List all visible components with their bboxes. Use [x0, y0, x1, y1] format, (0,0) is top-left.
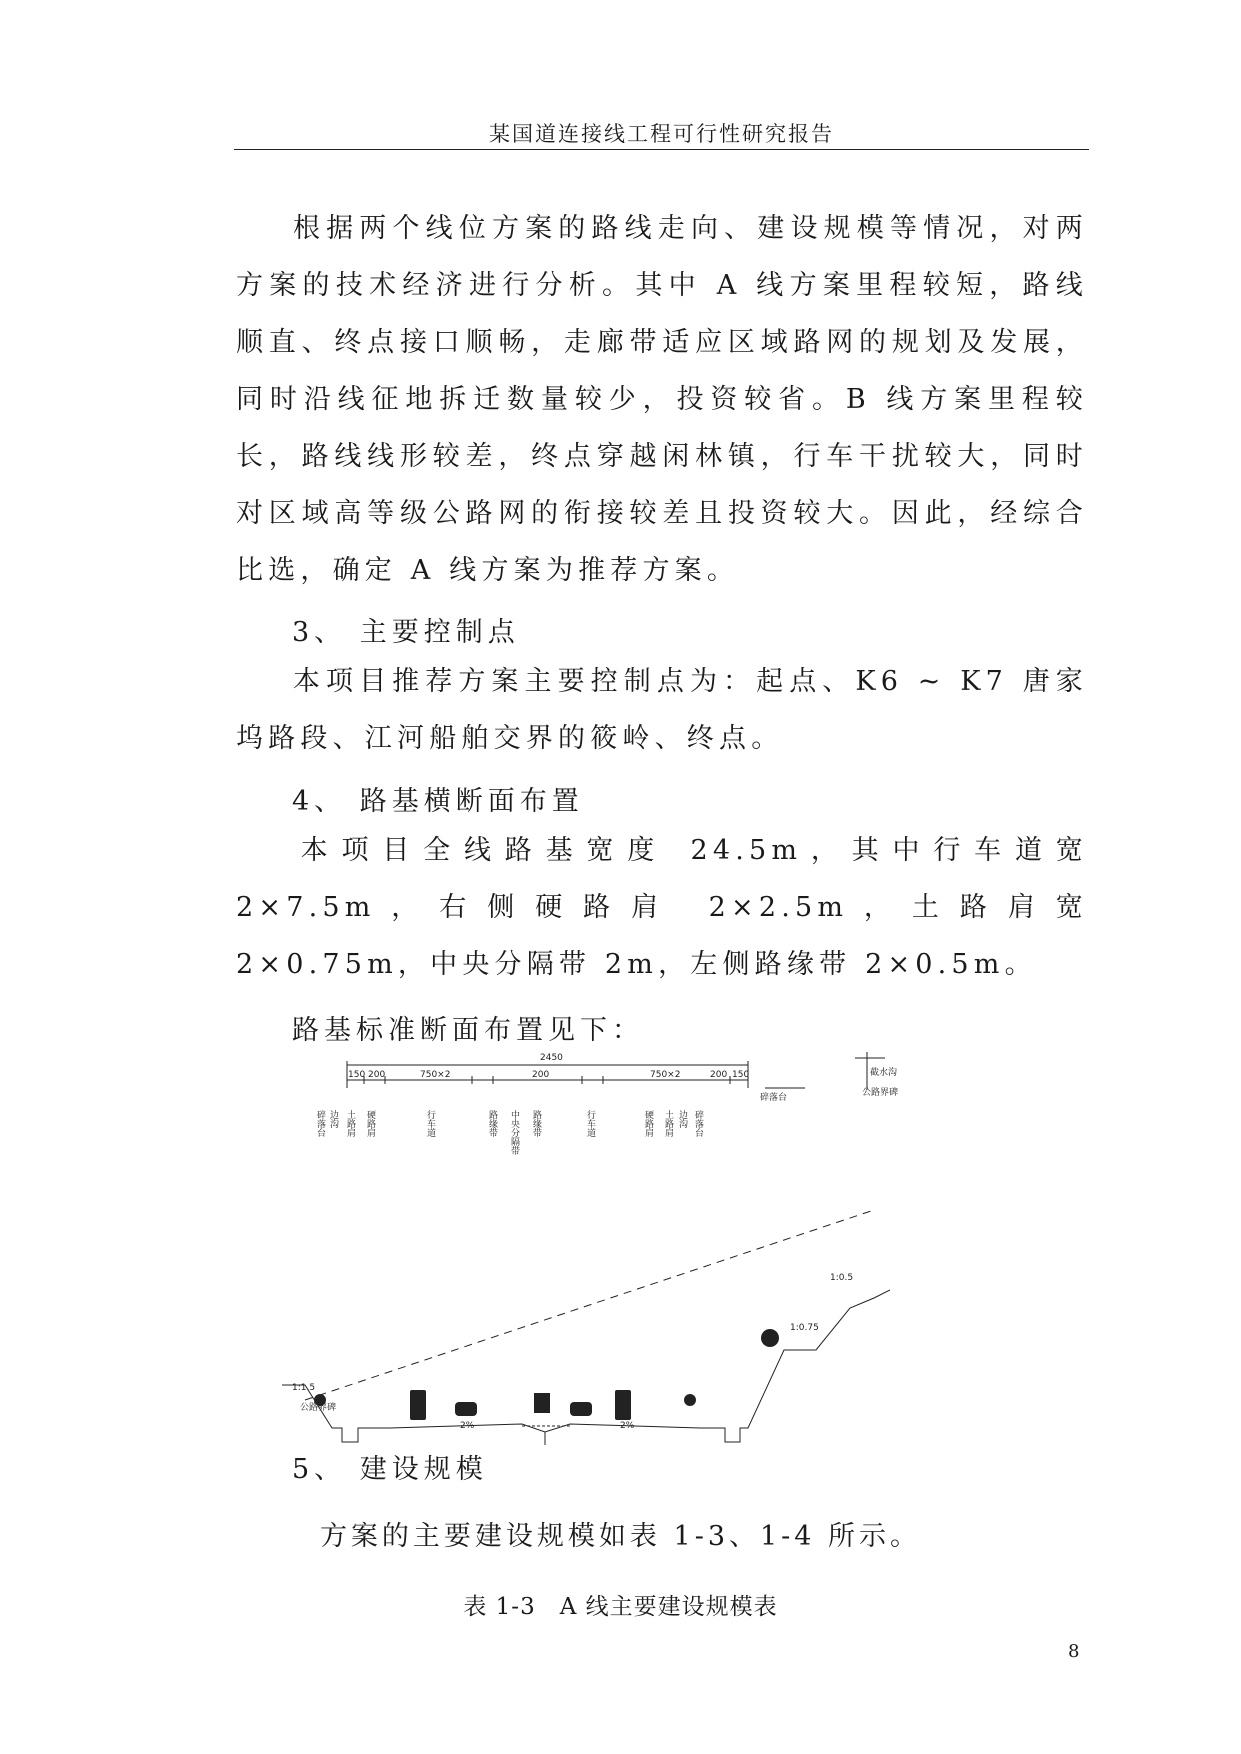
lane-label-8: 路缘带 — [531, 1110, 541, 1137]
total-width-label: 2450 — [540, 1053, 563, 1063]
lane-labels — [315, 1109, 704, 1156]
analysis-paragraph — [236, 200, 1088, 599]
page-number: 8 — [1068, 1641, 1080, 1662]
left-slope-ratio: 1:1.5 — [292, 1383, 316, 1393]
dim-label-4: 200 — [532, 1070, 550, 1080]
road-surface — [390, 1424, 700, 1432]
dim-label-6: 200 — [710, 1070, 728, 1080]
cross-section-paragraph — [236, 822, 1088, 993]
car-left-icon — [455, 1402, 477, 1416]
lane-label-13: 碎落台 — [693, 1110, 703, 1137]
lane-label-2: 边沟 — [328, 1110, 338, 1128]
crossfall-left: 2% — [460, 1421, 475, 1431]
lane-label-3: 土路肩 — [345, 1110, 355, 1137]
median-sign-icon — [534, 1393, 542, 1413]
construction-scale-heading: 5、 建设规模 — [292, 1454, 488, 1485]
dim-label-1: 150 — [348, 1070, 366, 1080]
right-berm-label: 碎落台 — [760, 1093, 788, 1103]
right-boundary-label: 公路界碑 — [862, 1088, 899, 1098]
dim-label-3: 750×2 — [420, 1070, 451, 1080]
analysis-text: 根据两个线位方案的路线走向、建设规模等情况，对两方案的技术经济进行分析。其中 A 线方案里程较短，路线顺直、终点接口顺畅，走廊带适应区域路网的规划及发展，同时沿线征地拆迁数量较少，投资较省。B 线方案里程较长，路线线形较差，终点穿越闲林镇，行车干扰较大，同时对区域高等级公路网的衔接较差且投资较大。因此，经综合比选，确定 A 线方案为推荐方案。 — [236, 213, 1088, 586]
construction-scale-text: 方案的主要建设规模如表 1-3、1-4 所示。 — [319, 1521, 922, 1552]
crossfall-right: 2% — [620, 1421, 635, 1431]
control-points-paragraph — [236, 653, 1088, 767]
dim-label-2: 200 — [368, 1070, 386, 1080]
tree-slope-icon — [761, 1329, 779, 1347]
tree-right-icon — [684, 1394, 696, 1406]
roadbed-cross-section-drawing — [270, 1050, 1030, 1445]
truck-right-icon — [615, 1390, 631, 1420]
lane-label-4: 硬路肩 — [365, 1110, 375, 1137]
control-points-text: 本项目推荐方案主要控制点为：起点、K6 ~ K7 唐家坞路段、江河船舶交界的筱岭、终点。 — [236, 666, 1088, 754]
intercept-ditch-label: 截水沟 — [870, 1068, 898, 1078]
lane-label-11: 土路肩 — [663, 1110, 673, 1137]
lane-label-6: 路缘带 — [487, 1110, 497, 1137]
vehicles — [410, 1390, 631, 1420]
lane-label-9: 行车道 — [585, 1110, 595, 1137]
truck-left-icon — [410, 1390, 426, 1420]
cross-section-intro: 路基标准断面布置见下： — [292, 1015, 644, 1046]
table-caption: 表 1-3 A 线主要建设规模表 — [463, 1594, 778, 1620]
lane-label-10: 硬路肩 — [643, 1110, 653, 1137]
dim-label-7: 150 — [732, 1070, 750, 1080]
cross-section-text: 本项目全线路基宽度 24.5m，其中行车道宽 2×7.5m，右侧硬路肩 2×2.5m，土路肩宽 2×0.75m，中央分隔带 2m，左侧路缘带 2×0.5m。 — [236, 835, 1088, 980]
upper-dashed-slope — [305, 1210, 874, 1400]
upper-slope-ratio: 1:0.5 — [830, 1273, 854, 1283]
control-points-heading: 3、 主要控制点 — [292, 617, 520, 648]
left-slope-profile — [282, 1385, 390, 1442]
lane-label-12: 边沟 — [677, 1110, 687, 1128]
lane-label-7: 中央分隔带 — [509, 1110, 519, 1155]
lane-label-5: 行车道 — [425, 1110, 435, 1137]
lane-label-1: 碎落台 — [315, 1110, 325, 1137]
right-slope-ratio: 1:0.75 — [790, 1323, 819, 1333]
page-header-title: 某国道连接线工程可行性研究报告 — [489, 122, 834, 146]
dim-label-5: 750×2 — [650, 1070, 681, 1080]
header-rule — [234, 149, 1089, 150]
car-right-icon — [570, 1402, 592, 1416]
left-boundary-label: 公路界碑 — [300, 1403, 337, 1413]
right-cut-profile — [700, 1290, 890, 1442]
cross-section-heading: 4、 路基横断面布置 — [292, 786, 584, 817]
